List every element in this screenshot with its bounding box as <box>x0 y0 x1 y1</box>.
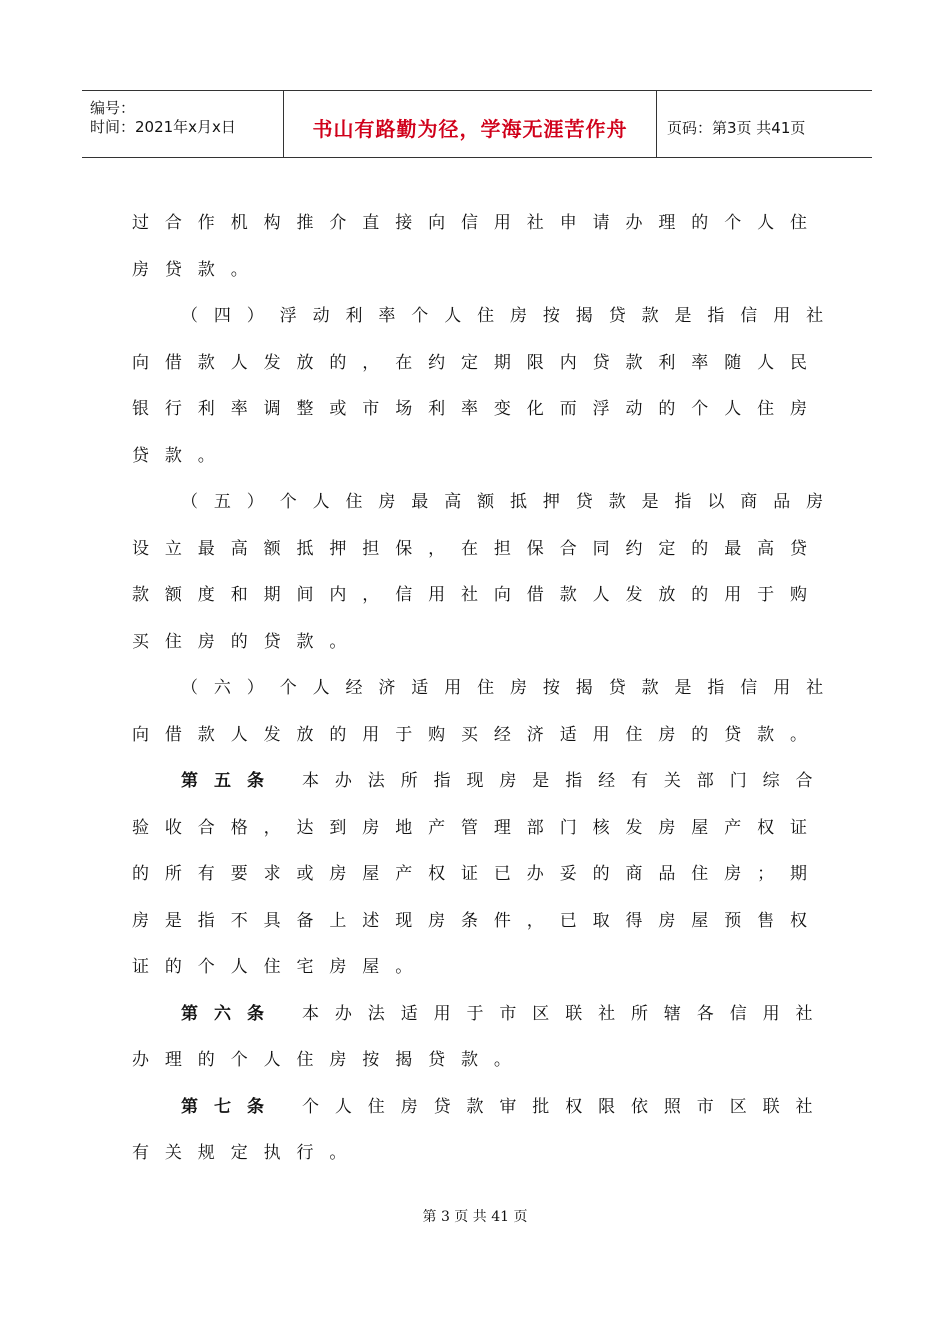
body-line: 设立最高额抵押担保，在担保合同约定的最高贷 <box>132 538 823 559</box>
document-date: 时间：2021年x月x日 <box>90 118 236 136</box>
body-line: 房贷款。 <box>132 259 264 280</box>
body-line: 办理的个人住房按揭贷款。 <box>132 1050 527 1070</box>
article-text: 个人住房贷款审批权限依照市区联社 <box>302 1096 829 1117</box>
article-line <box>132 763 829 810</box>
body-line: 贷款。 <box>132 445 231 466</box>
article-text: 本办法适用于市区联社所辖各信用社 <box>302 1003 829 1024</box>
article-text: 本办法所指现房是指经有关部门综合 <box>302 771 829 791</box>
body-line: 向借款人发放的，在约定期限内贷款利率随人民 <box>132 352 823 373</box>
body-line: 款额度和期间内，信用社向借款人发放的用于购 <box>132 585 823 605</box>
article-heading: 第六条 <box>181 1003 280 1024</box>
header-page-cell <box>657 91 872 157</box>
header-motto: 书山有路勤为径，学海无涯苦作舟 <box>312 117 628 141</box>
article-line <box>132 1089 829 1136</box>
body-line: 买住房的贷款。 <box>132 631 363 652</box>
page-header <box>82 90 872 158</box>
article-line <box>132 996 829 1043</box>
body-line: （五）个人住房最高额抵押贷款是指以商品房 <box>181 492 839 512</box>
document-body <box>132 205 839 1182</box>
body-line: 验收合格，达到房地产管理部门核发房屋产权证 <box>132 817 823 838</box>
body-line: 向借款人发放的用于购买经济适用住房的贷款。 <box>132 724 823 745</box>
body-line: 房是指不具备上述现房条件，已取得房屋预售权 <box>132 910 823 931</box>
header-page-info: 页码：第3页 共41页 <box>667 119 806 137</box>
header-motto-cell <box>284 91 657 157</box>
body-line: 过合作机构推介直接向信用社申请办理的个人住 <box>132 213 823 233</box>
document-number-label: 编号： <box>90 99 136 117</box>
article-heading: 第五条 <box>181 771 280 791</box>
body-line: 证的个人住宅房屋。 <box>132 957 429 977</box>
body-line: 银行利率调整或市场利率变化而浮动的个人住房 <box>132 399 823 419</box>
page-footer: 第 3 页 共 41 页 <box>422 1209 528 1225</box>
body-line: 有关规定执行。 <box>132 1143 363 1163</box>
body-line: 的所有要求或房屋产权证已办妥的商品住房；期 <box>132 864 823 884</box>
header-meta-cell <box>82 91 284 157</box>
article-heading: 第七条 <box>181 1096 280 1117</box>
body-line: （四）浮动利率个人住房按揭贷款是指信用社 <box>181 306 839 326</box>
body-line: （六）个人经济适用住房按揭贷款是指信用社 <box>181 678 839 698</box>
